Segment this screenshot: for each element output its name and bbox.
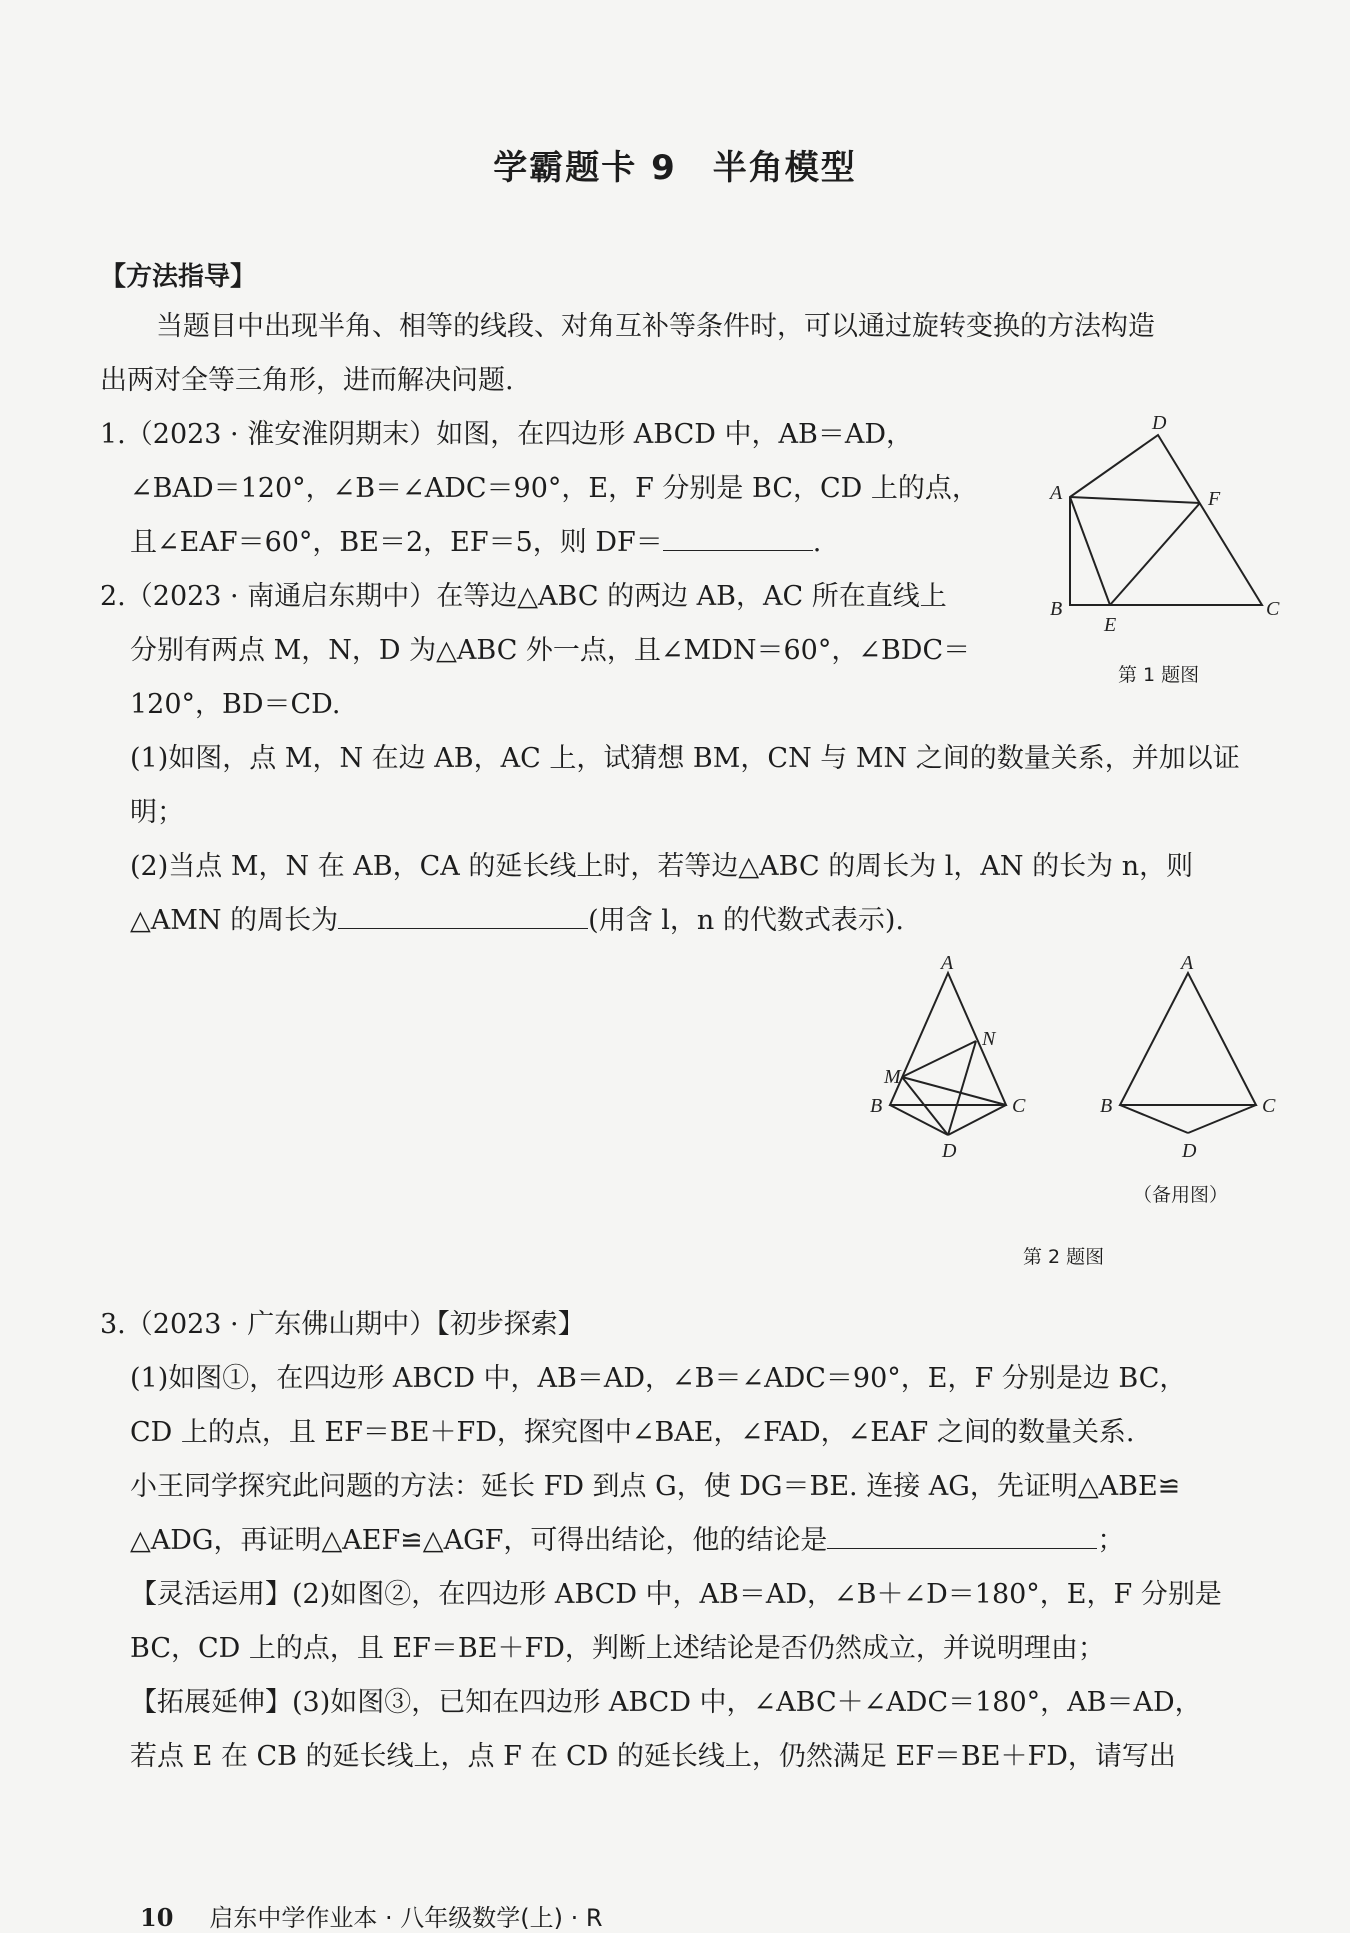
page-number: 10 [140, 1903, 174, 1932]
q3-line-8: 【拓展延伸】(3)如图③，已知在四边形 ABCD 中，∠ABC＋∠ADC＝180°，AB＝AD， [130, 1687, 1202, 1718]
q1-line-3 [130, 516, 1050, 570]
q2-part1-line-1: (1)如图，点 M，N 在边 AB，AC 上，试猜想 BM，CN 与 MN 之间的数量关系，并加以证 [130, 743, 1240, 774]
fig1-label-b: B [1050, 598, 1063, 620]
q3-line-5 [130, 1514, 1290, 1568]
method-line-1: 当题目中出现半角、相等的线段、对角互补等条件时，可以通过旋转变换的方法构造 [156, 311, 1155, 342]
fig2-spare-label-a: A [1181, 955, 1194, 974]
q3-line-3: CD 上的点，且 EF＝BE＋FD，探究图中∠BAE，∠FAD，∠EAF 之间的数量关系. [130, 1417, 1135, 1448]
segment-af [1070, 497, 1200, 503]
segment-ef [1110, 503, 1200, 605]
fig2-label-m: M [884, 1066, 901, 1088]
page-footer [140, 1898, 603, 1933]
q1-line-3-text: 且∠EAF＝60°，BE＝2，EF＝5，则 DF＝ [130, 527, 663, 558]
q2-line-3: 120°，BD＝CD. [130, 689, 341, 720]
fig2-spare-label-b: B [1100, 1095, 1113, 1117]
q3-line-4: 小王同学探究此问题的方法：延长 FD 到点 G，使 DG＝BE. 连接 AG，先证明△ABE≌ [130, 1471, 1181, 1502]
book-title: 启东中学作业本 · 八年级数学(上) · R [209, 1904, 603, 1932]
fig2-label-b: B [870, 1095, 883, 1117]
q2-part2-end: (用含 l，n 的代数式表示). [588, 905, 904, 936]
q1-line-2: ∠BAD＝120°，∠B＝∠ADC＝90°，E，F 分别是 BC，CD 上的点， [130, 473, 979, 504]
figure-2-spare-caption: （备用图） [1133, 1184, 1229, 1206]
q2-part1-line-2: 明； [130, 797, 184, 828]
figure-2-spare [1090, 955, 1290, 1174]
page-title: 学霸题卡 9 半角模型 [493, 148, 857, 188]
q3-line-1: 3.（2023 · 广东佛山期中）【初步探索】 [100, 1309, 585, 1340]
q3-line-5-text: △ADG，再证明△AEF≌△AGF，可得出结论，他的结论是 [130, 1525, 828, 1556]
q3-line-7: BC，CD 上的点，且 EF＝BE＋FD，判断上述结论是否仍然成立，并说明理由； [130, 1633, 1105, 1664]
fig1-label-c: C [1266, 598, 1280, 620]
q3-line-5-end: ； [1097, 1525, 1125, 1556]
q1-line-1: 1.（2023 · 淮安淮阴期末）如图，在四边形 ABCD 中，AB＝AD， [100, 419, 914, 450]
q1-line-3-end: . [812, 527, 822, 558]
q3-line-2: (1)如图①，在四边形 ABCD 中，AB＝AD，∠B＝∠ADC＝90°，E，F 分别是边 BC， [130, 1363, 1187, 1394]
fig1-label-e: E [1104, 614, 1117, 636]
q3-line-6: 【灵活运用】(2)如图②，在四边形 ABCD 中，AB＝AD，∠B＋∠D＝180°，E，F 分别是 [130, 1579, 1222, 1610]
q2-part2-line-2 [130, 894, 1290, 948]
fig1-label-a: A [1050, 482, 1063, 504]
q3-answer-blank[interactable] [827, 1520, 1097, 1549]
quad-abcd [1070, 435, 1262, 605]
segment-ae [1070, 497, 1110, 605]
q3-line-9: 若点 E 在 CB 的延长线上，点 F 在 CD 的延长线上，仍然满足 EF＝BE＋FD，请写出 [130, 1741, 1176, 1772]
figure-2 [850, 955, 1050, 1174]
fig2-label-c: C [1012, 1095, 1026, 1117]
fig1-label-f: F [1208, 488, 1221, 510]
fig2-label-d: D [942, 1140, 957, 1162]
q1-answer-blank[interactable] [663, 522, 813, 551]
figure-1 [1040, 415, 1290, 649]
fig2-label-n: N [982, 1028, 996, 1050]
figure-2-caption: 第 2 题图 [1023, 1246, 1105, 1268]
q2-line-1: 2.（2023 · 南通启东期中）在等边△ABC 的两边 AB，AC 所在直线上 [100, 581, 947, 612]
fig2-spare-label-d: D [1182, 1140, 1197, 1162]
q2-answer-blank[interactable] [338, 900, 588, 929]
method-line-2: 出两对全等三角形，进而解决问题. [100, 365, 514, 396]
method-heading: 【方法指导】 [100, 262, 257, 292]
fig1-label-d: D [1152, 415, 1167, 434]
q2-part2-line-1: (2)当点 M，N 在 AB，CA 的延长线上时，若等边△ABC 的周长为 l，AN 的长为 n，则 [130, 851, 1194, 882]
q2-line-2: 分别有两点 M，N，D 为△ABC 外一点，且∠MDN＝60°，∠BDC＝ [130, 635, 971, 666]
fig2-label-a: A [941, 955, 954, 974]
q2-part2-text: △AMN 的周长为 [130, 905, 339, 936]
figure-1-caption: 第 1 题图 [1118, 664, 1200, 686]
fig2-spare-label-c: C [1262, 1095, 1276, 1117]
